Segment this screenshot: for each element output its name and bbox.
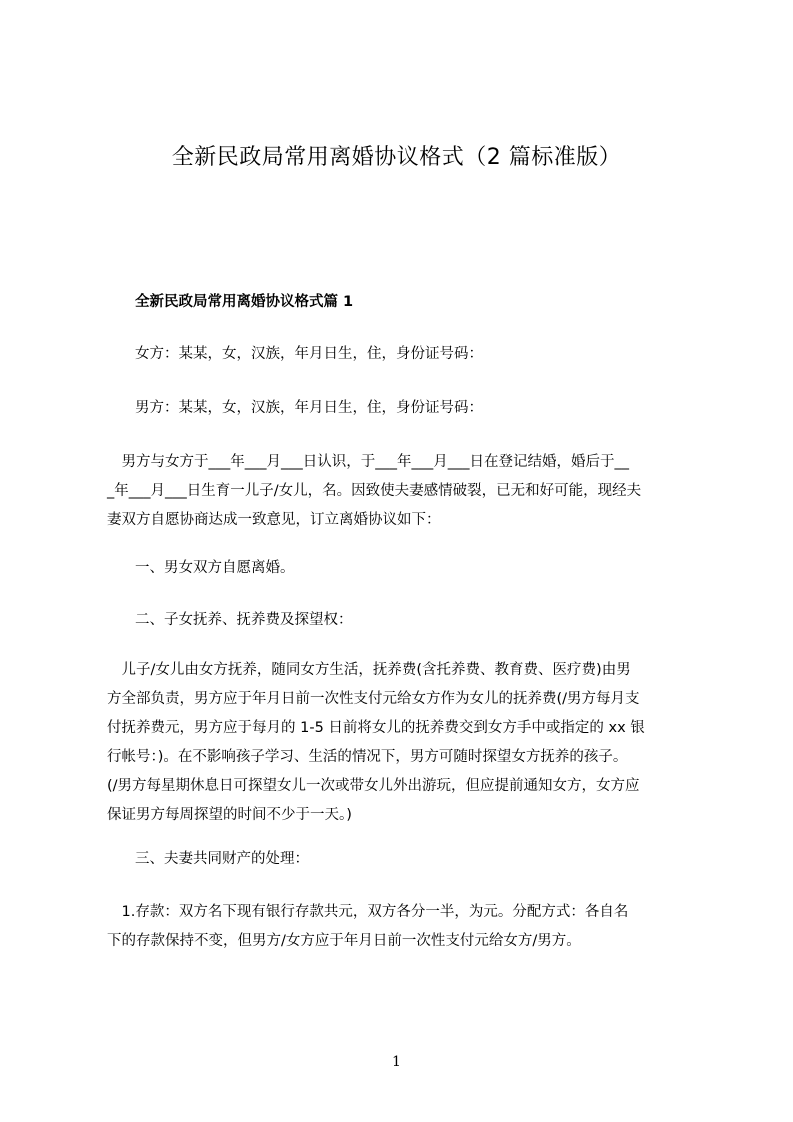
male-party-info: 男方：某某，女，汉族，年月日生，住，身份证号码：: [135, 400, 483, 416]
female-party-info: 女方：某某，女，汉族，年月日生，住，身份证号码：: [135, 346, 483, 362]
clause-2-line: (/男方每星期休息日可探望女儿一次或带女儿外出游玩，但应提前通知女方，女方应: [107, 778, 640, 794]
page-number: 1: [392, 1054, 401, 1070]
clause-3-line: 1.存款：双方名下现有银行存款共元，双方各分一半，为元。分配方式：各自名: [107, 904, 629, 920]
section-heading: 全新民政局常用离婚协议格式篇 1: [135, 294, 354, 310]
clause-2-line: 儿子/女儿由女方抚养，随同女方生活，抚养费(含托养费、教育费、医疗费)由男: [107, 662, 631, 678]
intro-paragraph: [107, 448, 707, 535]
clause-2-line: 行帐号：)。在不影响孩子学习、生活的情况下，男方可随时探望女方抚养的孩子。: [107, 749, 628, 765]
clause-3-item-1: [107, 898, 707, 956]
clause-2-heading: 二、子女抚养、抚养费及探望权：: [135, 612, 353, 628]
clause-3-line: 下的存款保持不变，但男方/女方应于年月日前一次性支付元给女方/男方。: [107, 933, 581, 949]
clause-2-line: 付抚养费元，男方应于每月的 1-5 日前将女儿的抚养费交到女方手中或指定的 xx 银: [107, 720, 645, 736]
clause-2-line: 方全部负责，男方应于年月日前一次性支付元给女方作为女儿的抚养费(/男方每月支: [107, 691, 640, 707]
intro-line: 妻双方自愿协商达成一致意见，订立离婚协议如下：: [107, 512, 441, 528]
clause-2-paragraph: [107, 656, 707, 830]
document-title: 全新民政局常用离婚协议格式（2 篇标准版）: [171, 145, 622, 170]
clause-3-heading: 三、夫妻共同财产的处理：: [135, 851, 309, 867]
intro-line: _年___月___日生育一儿子/女儿，名。因致使夫妻感情破裂，已无和好可能，现经夫: [107, 483, 642, 499]
clause-1: 一、男女双方自愿离婚。: [135, 560, 295, 576]
intro-line: 男方与女方于___年___月___日认识，于___年___月___日在登记结婚，婚后于__: [107, 454, 629, 470]
clause-2-line: 保证男方每周探望的时间不少于一天。): [107, 807, 352, 823]
